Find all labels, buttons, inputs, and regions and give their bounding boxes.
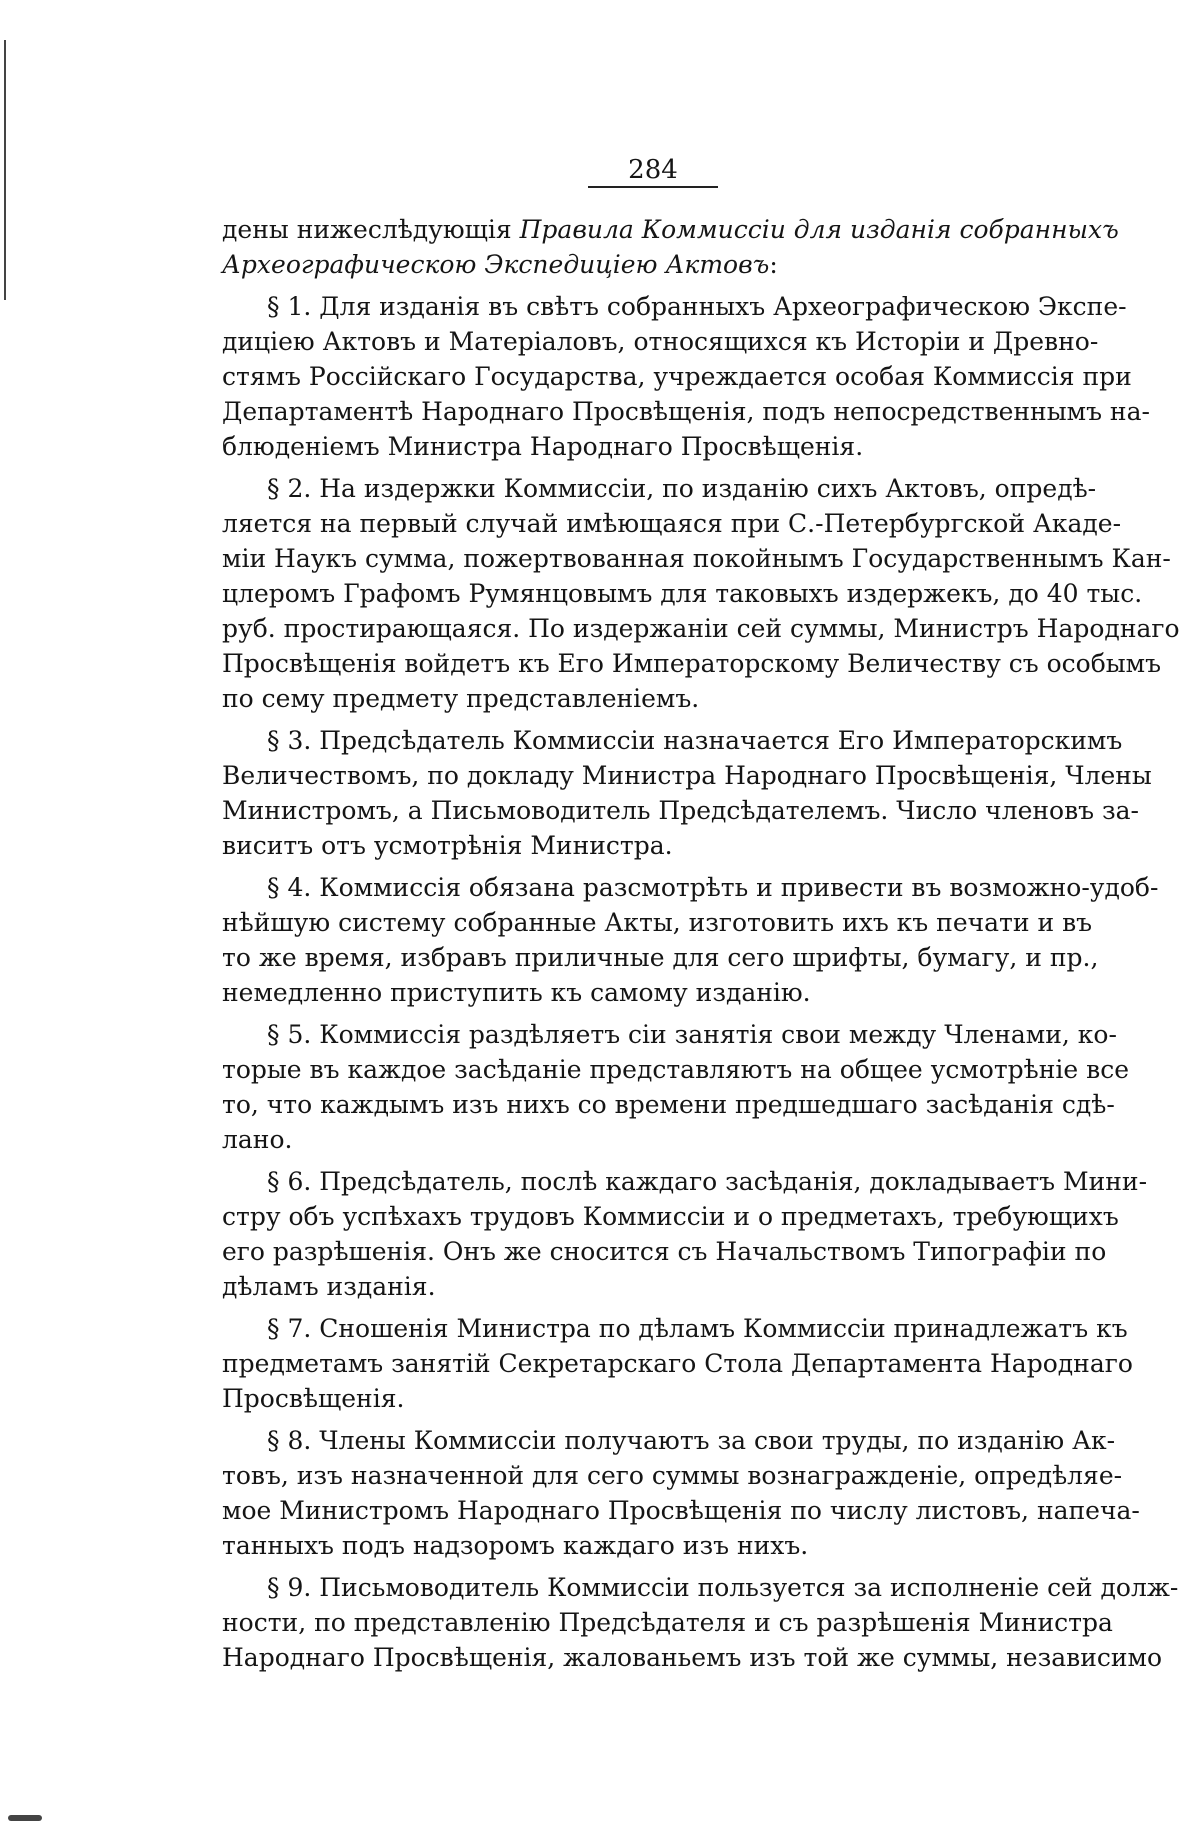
line-text: дѣламъ изданія. (222, 1272, 436, 1301)
line-text: по сему предмету представленіемъ. (222, 684, 700, 713)
line-text: § 2. На издержки Коммиссіи, по изданію сихъ Актовъ, опредѣ- (267, 474, 1097, 503)
paragraph-gap (222, 1416, 1082, 1423)
paragraph-gap (222, 282, 1082, 289)
line-text: Просвѣщенія войдетъ къ Его Императорскому Величеству съ особымъ (222, 649, 1162, 678)
line-text: руб. простирающаяся. По издержаніи сей суммы, Министръ Народнаго (222, 614, 1180, 643)
line-text: стямъ Россійскаго Государства, учреждается особая Коммиссія при (222, 362, 1132, 391)
text-line (222, 1640, 1163, 1675)
text-line (222, 758, 1152, 793)
line-text: диціею Актовъ и Матеріаловъ, относящихся къ Исторіи и Древно- (222, 327, 1099, 356)
line-text: § 6. Предсѣдатель, послѣ каждаго засѣданія, докладываетъ Мини- (267, 1167, 1148, 1196)
text-line (222, 506, 1122, 541)
text-line (222, 1122, 1082, 1157)
line-text: § 1. Для изданія въ свѣтъ собранныхъ Археографическою Экспе- (267, 292, 1127, 321)
text-line (222, 1017, 1117, 1052)
line-text: предметамъ занятій Секретарскаго Стола Департамента Народнаго (222, 1349, 1133, 1378)
text-line (222, 646, 1162, 681)
line-text: блюденіемъ Министра Народнаго Просвѣщенія. (222, 432, 864, 461)
text-line (222, 793, 1140, 828)
line-text: Народнаго Просвѣщенія, жалованьемъ изъ той же суммы, независимо (222, 1643, 1163, 1672)
text-line (222, 247, 1082, 282)
line-text: виситъ отъ усмотрѣнія Министра. (222, 831, 673, 860)
line-text: : (769, 250, 778, 279)
text-line (222, 1528, 1082, 1563)
line-text: § 3. Предсѣдатель Коммиссіи назначается Его Императорскимъ (267, 726, 1123, 755)
scan-edge-mark (4, 40, 6, 300)
scan-corner-mark (8, 1815, 42, 1821)
line-text: нѣйшую систему собранные Акты, изготовить ихъ къ печати и въ (222, 908, 1093, 937)
text-line (222, 1269, 1082, 1304)
text-line (222, 975, 1082, 1010)
page-number: 284 (628, 155, 678, 185)
text-line (222, 940, 1099, 975)
paragraph-gap (222, 1563, 1082, 1570)
line-text: Просвѣщенія. (222, 1384, 405, 1413)
paragraph-gap (222, 1157, 1082, 1164)
line-text: § 8. Члены Коммиссіи получаютъ за свои труды, по изданію Ак- (267, 1426, 1116, 1455)
text-line (222, 324, 1099, 359)
line-text: § 4. Коммиссія обязана разсмотрѣть и привести въ возможно-удоб- (267, 873, 1159, 902)
text-line (222, 576, 1143, 611)
paragraph-gap (222, 716, 1082, 723)
line-text: мое Министромъ Народнаго Просвѣщенія по числу листовъ, напеча- (222, 1496, 1140, 1525)
text-line (222, 471, 1097, 506)
line-text: торые въ каждое засѣданіе представляютъ на общее усмотрѣніе все (222, 1055, 1130, 1084)
text-line (222, 289, 1127, 324)
text-line (222, 1570, 1179, 1605)
line-text: стру объ успѣхахъ трудовъ Коммиссіи и о предметахъ, требующихъ (222, 1202, 1119, 1231)
text-line (222, 1458, 1123, 1493)
page-number-rule (588, 186, 718, 188)
text-line (222, 1087, 1115, 1122)
line-text: Величествомъ, по докладу Министра Народнаго Просвѣщенія, Члены (222, 761, 1152, 790)
text-line (222, 1199, 1119, 1234)
text-line (222, 394, 1150, 429)
line-text: міи Наукъ сумма, пожертвованная покойнымъ Государственнымъ Кан- (222, 544, 1171, 573)
text-line (222, 1493, 1140, 1528)
text-line (222, 905, 1093, 940)
line-text: Министромъ, а Письмоводитель Предсѣдателемъ. Число членовъ за- (222, 796, 1140, 825)
line-text: § 9. Письмоводитель Коммиссіи пользуется за исполненіе сей долж- (267, 1573, 1179, 1602)
paragraph-gap (222, 464, 1082, 471)
line-text: лано. (222, 1125, 293, 1154)
line-text: ляется на первый случай имѣющаяся при С.-Петербургской Акаде- (222, 509, 1122, 538)
line-text: то, что каждымъ изъ нихъ со времени предшедшаго засѣданія сдѣ- (222, 1090, 1115, 1119)
text-line (222, 1234, 1107, 1269)
line-text: § 5. Коммиссія раздѣляетъ сіи занятія свои между Членами, ко- (267, 1020, 1117, 1049)
text-line (222, 1423, 1116, 1458)
line-text: то же время, избравъ приличные для сего шрифты, бумагу, и пр., (222, 943, 1099, 972)
line-text: дены нижеслѣдующія (222, 215, 520, 244)
paragraph-gap (222, 1010, 1082, 1017)
text-line (222, 828, 1082, 863)
text-line (222, 1605, 1113, 1640)
text-line (222, 541, 1171, 576)
line-text: товъ, изъ назначенной для сего суммы вознагражденіе, опредѣляе- (222, 1461, 1123, 1490)
text-line (222, 429, 1082, 464)
text-line (222, 1052, 1130, 1087)
text-line (222, 1164, 1148, 1199)
text-line (222, 1311, 1128, 1346)
text-line (222, 359, 1132, 394)
text-line (222, 681, 1082, 716)
line-text: танныхъ подъ надзоромъ каждаго изъ нихъ. (222, 1531, 809, 1560)
italic-title-text: Правила Коммиссіи для изданія собранныхъ (519, 215, 1119, 244)
text-line (222, 1346, 1133, 1381)
line-text: немедленно приступить къ самому изданію. (222, 978, 811, 1007)
line-text: Департаментѣ Народнаго Просвѣщенія, подъ непосредственнымъ на- (222, 397, 1150, 426)
body-text (222, 212, 1180, 1675)
line-text: цлеромъ Графомъ Румянцовымъ для таковыхъ издержекъ, до 40 тыс. (222, 579, 1143, 608)
line-text: его разрѣшенія. Онъ же сносится съ Начальствомъ Типографіи по (222, 1237, 1107, 1266)
line-text: ности, по представленію Предсѣдателя и съ разрѣшенія Министра (222, 1608, 1113, 1637)
text-line (222, 1381, 1082, 1416)
text-line (222, 723, 1123, 758)
text-line (222, 212, 1119, 247)
text-line (222, 611, 1180, 646)
line-text: § 7. Сношенія Министра по дѣламъ Коммиссіи принадлежатъ къ (267, 1314, 1128, 1343)
italic-title-text: Археографическою Экспедиціею Актовъ (222, 250, 770, 279)
paragraph-gap (222, 1304, 1082, 1311)
paragraph-gap (222, 863, 1082, 870)
text-line (222, 870, 1159, 905)
